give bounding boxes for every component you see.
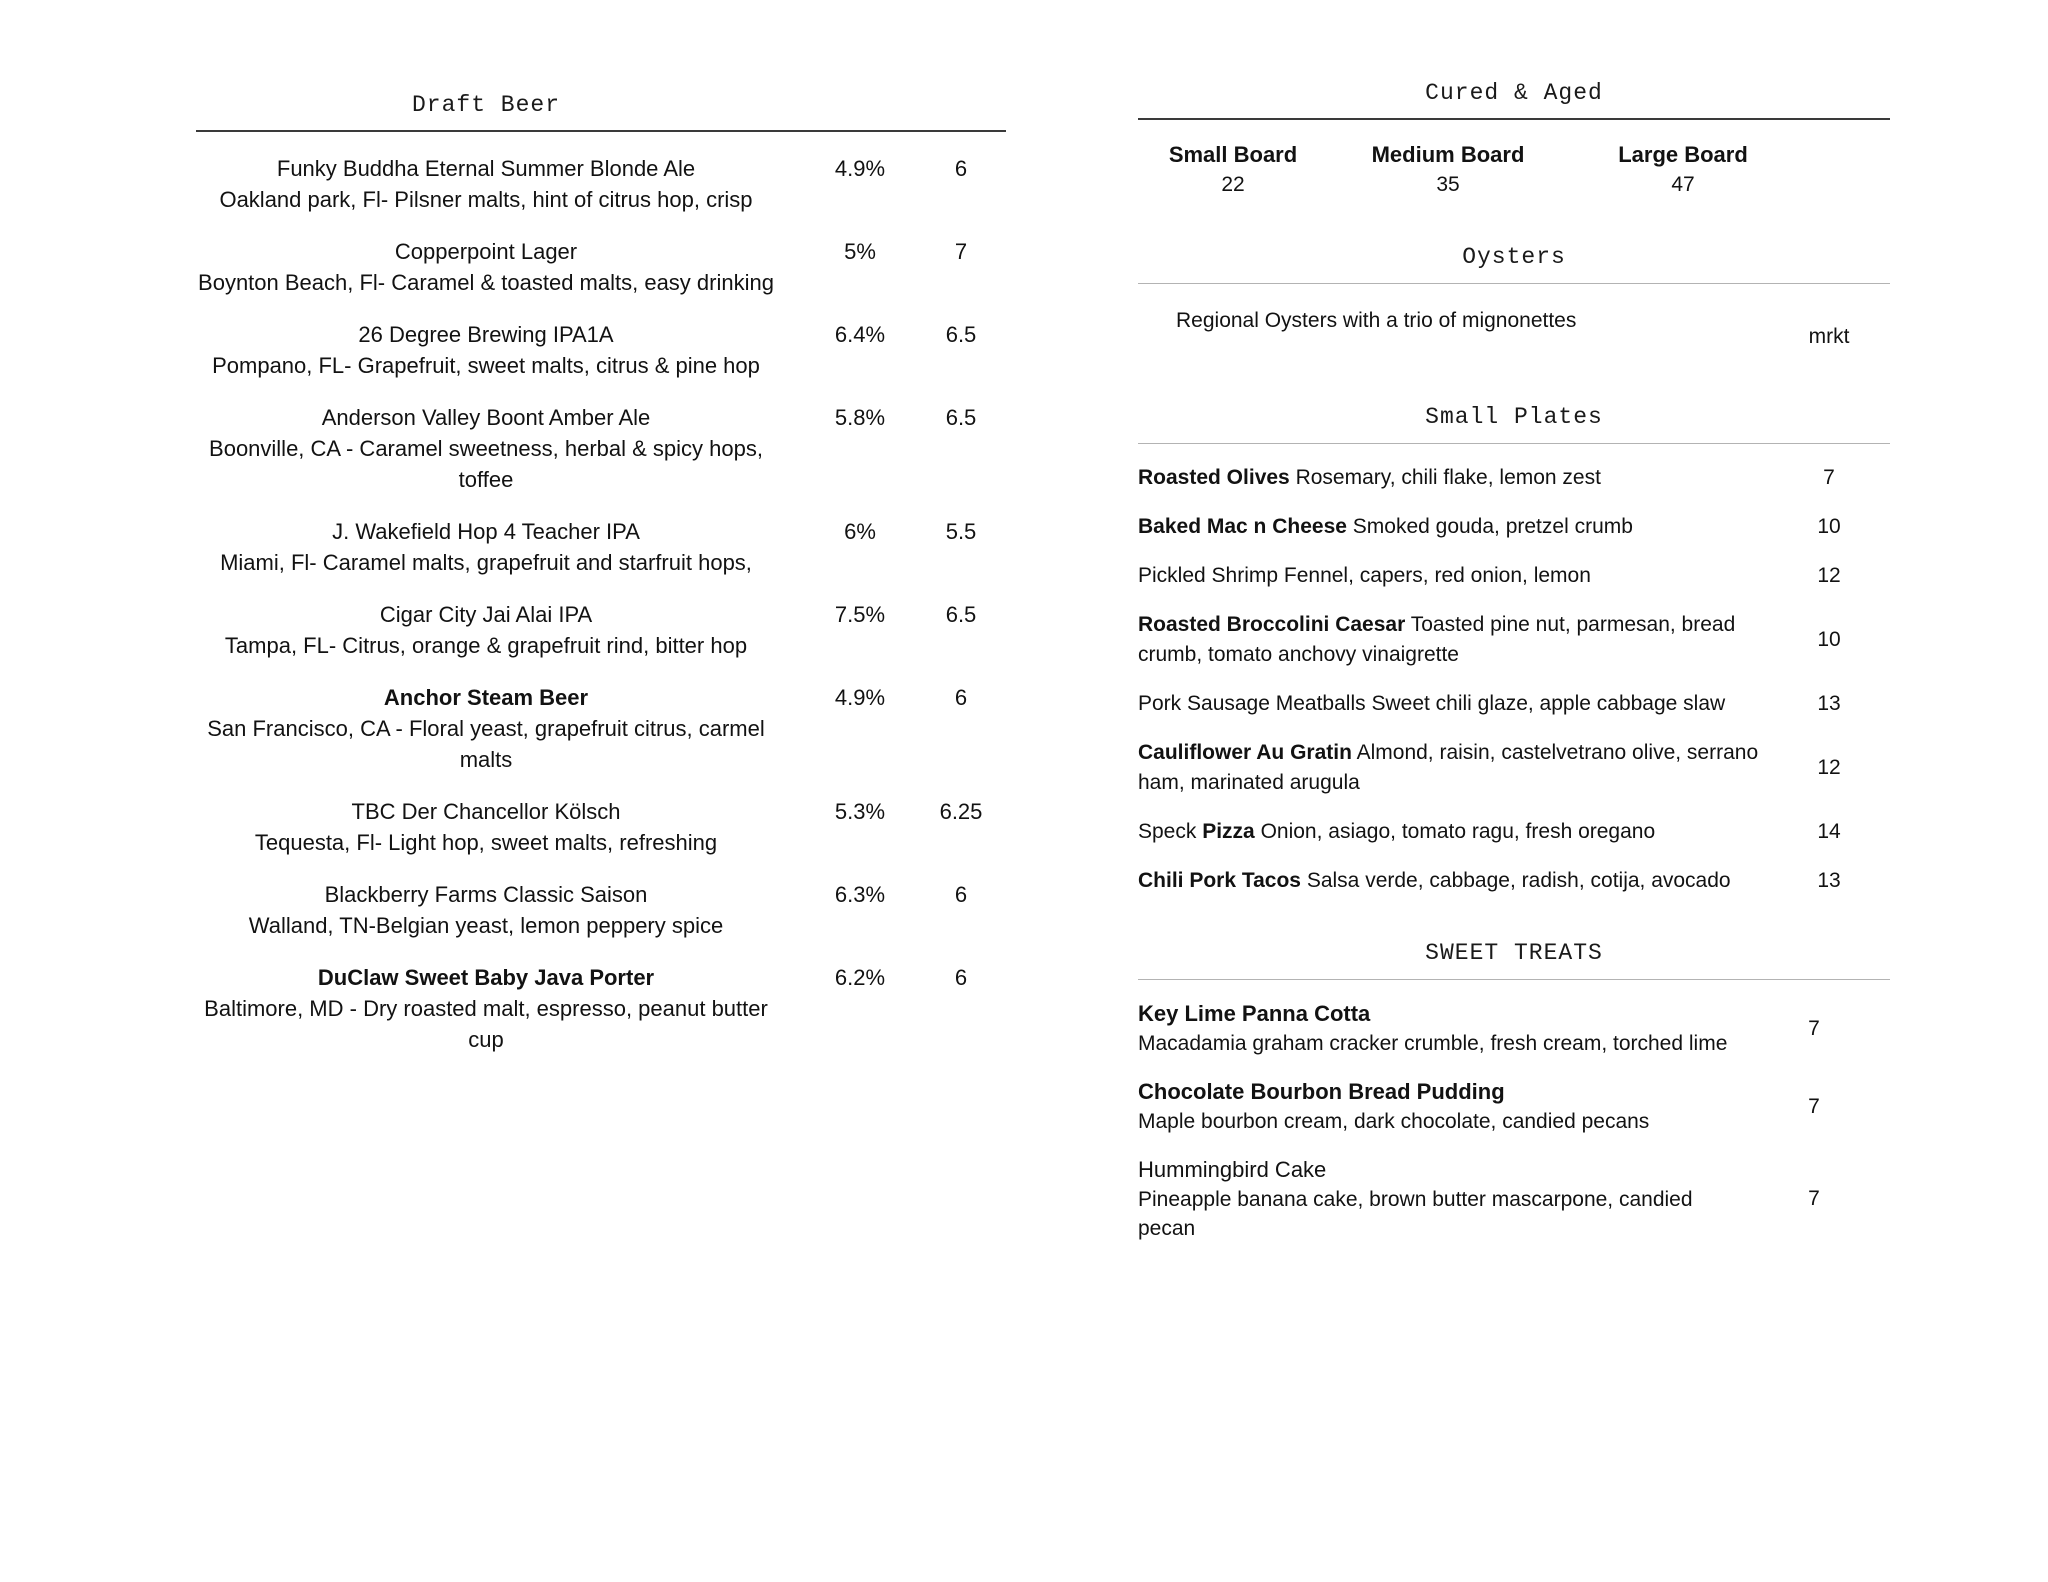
plate-text: Pork Sausage Meatballs Sweet chili glaze, apple cabbage slaw [1138,692,1726,715]
plate-price: 10 [1817,515,1841,538]
beer-desc: Walland, TN-Belgian yeast, lemon peppery spice [248,913,724,938]
beer-desc: Baltimore, MD - Dry roasted malt, espresso, peanut butter cup [204,996,768,1052]
plate-price: 12 [1817,756,1841,779]
beer-name: J. Wakefield Hop 4 Teacher IPA [332,519,640,544]
divider [1138,979,1890,980]
beer-desc: Tequesta, Fl- Light hop, sweet malts, refreshing [254,830,718,855]
beer-name: Copperpoint Lager [394,239,578,264]
plate-price: 7 [1823,466,1835,489]
board-price: 47 [1671,173,1695,196]
beer-desc: Miami, Fl- Caramel malts, grapefruit and starfruit hops, [220,550,752,575]
divider [196,130,1006,132]
beer-desc: Boonville, CA - Caramel sweetness, herbal & spicy hops, toffee [209,436,763,492]
beer-abv: 4.9% [834,685,886,710]
cured-aged-title: Cured & Aged [1425,80,1603,106]
plate-price: 14 [1817,820,1841,843]
beer-price: 6 [954,965,968,990]
board-item [1328,140,1568,200]
beer-price: 6.5 [945,602,977,627]
beer-abv: 6.4% [834,322,886,347]
board-label: Large Board [1618,142,1748,167]
beer-abv: 6.2% [834,965,886,990]
beer-item [196,153,1006,215]
divider [1138,118,1890,120]
beer-price: 6 [954,156,968,181]
plate-item [1138,866,1890,896]
plate-text: Speck Pizza Onion, asiago, tomato ragu, fresh oregano [1138,820,1656,843]
beer-abv: 6.3% [834,882,886,907]
sweet-treats-section [1138,940,1890,1243]
beer-price: 6 [954,882,968,907]
beer-item [196,599,1006,661]
sweet-treats-title: SWEET TREATS [1425,940,1603,966]
plate-text: Baked Mac n Cheese Smoked gouda, pretzel crumb [1138,515,1633,538]
sweet-desc: Macadamia graham cracker crumble, fresh cream, torched lime [1138,1032,1728,1055]
beer-abv: 5.8% [834,405,886,430]
beer-price: 6 [954,685,968,710]
plate-price: 10 [1817,628,1841,651]
plate-text: Pickled Shrimp Fennel, capers, red onion, lemon [1138,564,1591,587]
beer-abv: 7.5% [834,602,886,627]
beer-item [196,879,1006,941]
plate-text: Cauliflower Au Gratin Almond, raisin, castelvetrano olive, serrano ham, marinated arugula [1138,741,1759,794]
beer-desc: San Francisco, CA - Floral yeast, grapefruit citrus, carmel malts [207,716,765,772]
beer-item [196,236,1006,298]
plate-item [1138,463,1890,493]
sweet-desc: Pineapple banana cake, brown butter mascarpone, candied pecan [1138,1188,1693,1240]
beer-abv: 4.9% [834,156,886,181]
plate-price: 12 [1817,564,1841,587]
draft-beer-section [196,92,1006,1055]
beer-name: TBC Der Chancellor Kölsch [351,799,621,824]
beer-item [196,319,1006,381]
beer-price: 5.5 [945,519,977,544]
cured-aged-section [1138,80,1890,200]
oyster-desc: Regional Oysters with a trio of mignonettes [1176,309,1577,332]
board-label: Medium Board [1371,142,1525,167]
sweet-name: Hummingbird Cake [1138,1157,1327,1182]
boards-row [1138,140,1890,200]
plate-item [1138,738,1890,798]
beer-name: Funky Buddha Eternal Summer Blonde Ale [276,156,696,181]
plate-item [1138,610,1890,670]
sweet-item [1138,1155,1890,1243]
oyster-price: mrkt [1808,325,1850,348]
divider [1138,283,1890,284]
beer-item [196,682,1006,775]
oyster-item [1138,306,1890,352]
board-item [1138,140,1328,200]
beer-name: 26 Degree Brewing IPA1A [358,322,614,347]
beer-name: Cigar City Jai Alai IPA [379,602,593,627]
draft-beer-title: Draft Beer [411,92,561,118]
right-column [1138,80,1890,1243]
sweet-name: Key Lime Panna Cotta [1138,1001,1371,1026]
plate-text: Roasted Broccolini Caesar Toasted pine nut, parmesan, bread crumb, tomato anchovy vinaigrette [1138,613,1736,666]
beer-name: Anderson Valley Boont Amber Ale [321,405,651,430]
oysters-section [1138,244,1890,352]
plate-text: Roasted Olives Rosemary, chili flake, lemon zest [1138,466,1601,489]
beer-item [196,796,1006,858]
plate-item [1138,512,1890,542]
beer-name: DuClaw Sweet Baby Java Porter [317,965,655,990]
sweet-price: 7 [1808,1016,1820,1040]
plate-item [1138,817,1890,847]
board-item [1568,140,1798,200]
beer-item [196,962,1006,1055]
beer-price: 6.25 [939,799,983,824]
plate-price: 13 [1817,692,1841,715]
beer-name: Blackberry Farms Classic Saison [324,882,648,907]
beer-desc: Oakland park, Fl- Pilsner malts, hint of citrus hop, crisp [219,187,753,212]
board-price: 22 [1221,173,1245,196]
sweet-item [1138,999,1890,1058]
oysters-title: Oysters [1462,244,1566,270]
beer-price: 6.5 [945,405,977,430]
plate-price: 13 [1817,869,1841,892]
plate-text: Chili Pork Tacos Salsa verde, cabbage, radish, cotija, avocado [1138,869,1731,892]
beer-item [196,402,1006,495]
beer-item [196,516,1006,578]
sweet-price: 7 [1808,1187,1820,1210]
beer-abv: 5% [844,239,876,264]
beer-desc: Tampa, FL- Citrus, orange & grapefruit rind, bitter hop [224,633,748,658]
plate-item [1138,561,1890,591]
plate-item [1138,689,1890,719]
beer-desc: Boynton Beach, Fl- Caramel & toasted malts, easy drinking [198,270,774,295]
beer-price: 6.5 [945,322,977,347]
small-plates-title: Small Plates [1425,404,1603,430]
beer-abv: 6% [844,519,876,544]
small-plates-section [1138,404,1890,896]
sweet-desc: Maple bourbon cream, dark chocolate, candied pecans [1138,1110,1650,1133]
board-label: Small Board [1168,142,1298,167]
beer-abv: 5.3% [834,799,886,824]
board-price: 35 [1436,173,1460,196]
sweet-name: Chocolate Bourbon Bread Pudding [1138,1079,1505,1104]
beer-desc: Pompano, FL- Grapefruit, sweet malts, citrus & pine hop [212,353,760,378]
beer-name: Anchor Steam Beer [383,685,589,710]
sweet-item [1138,1077,1890,1136]
divider [1138,443,1890,444]
sweet-price: 7 [1808,1094,1820,1118]
beer-price: 7 [954,239,968,264]
